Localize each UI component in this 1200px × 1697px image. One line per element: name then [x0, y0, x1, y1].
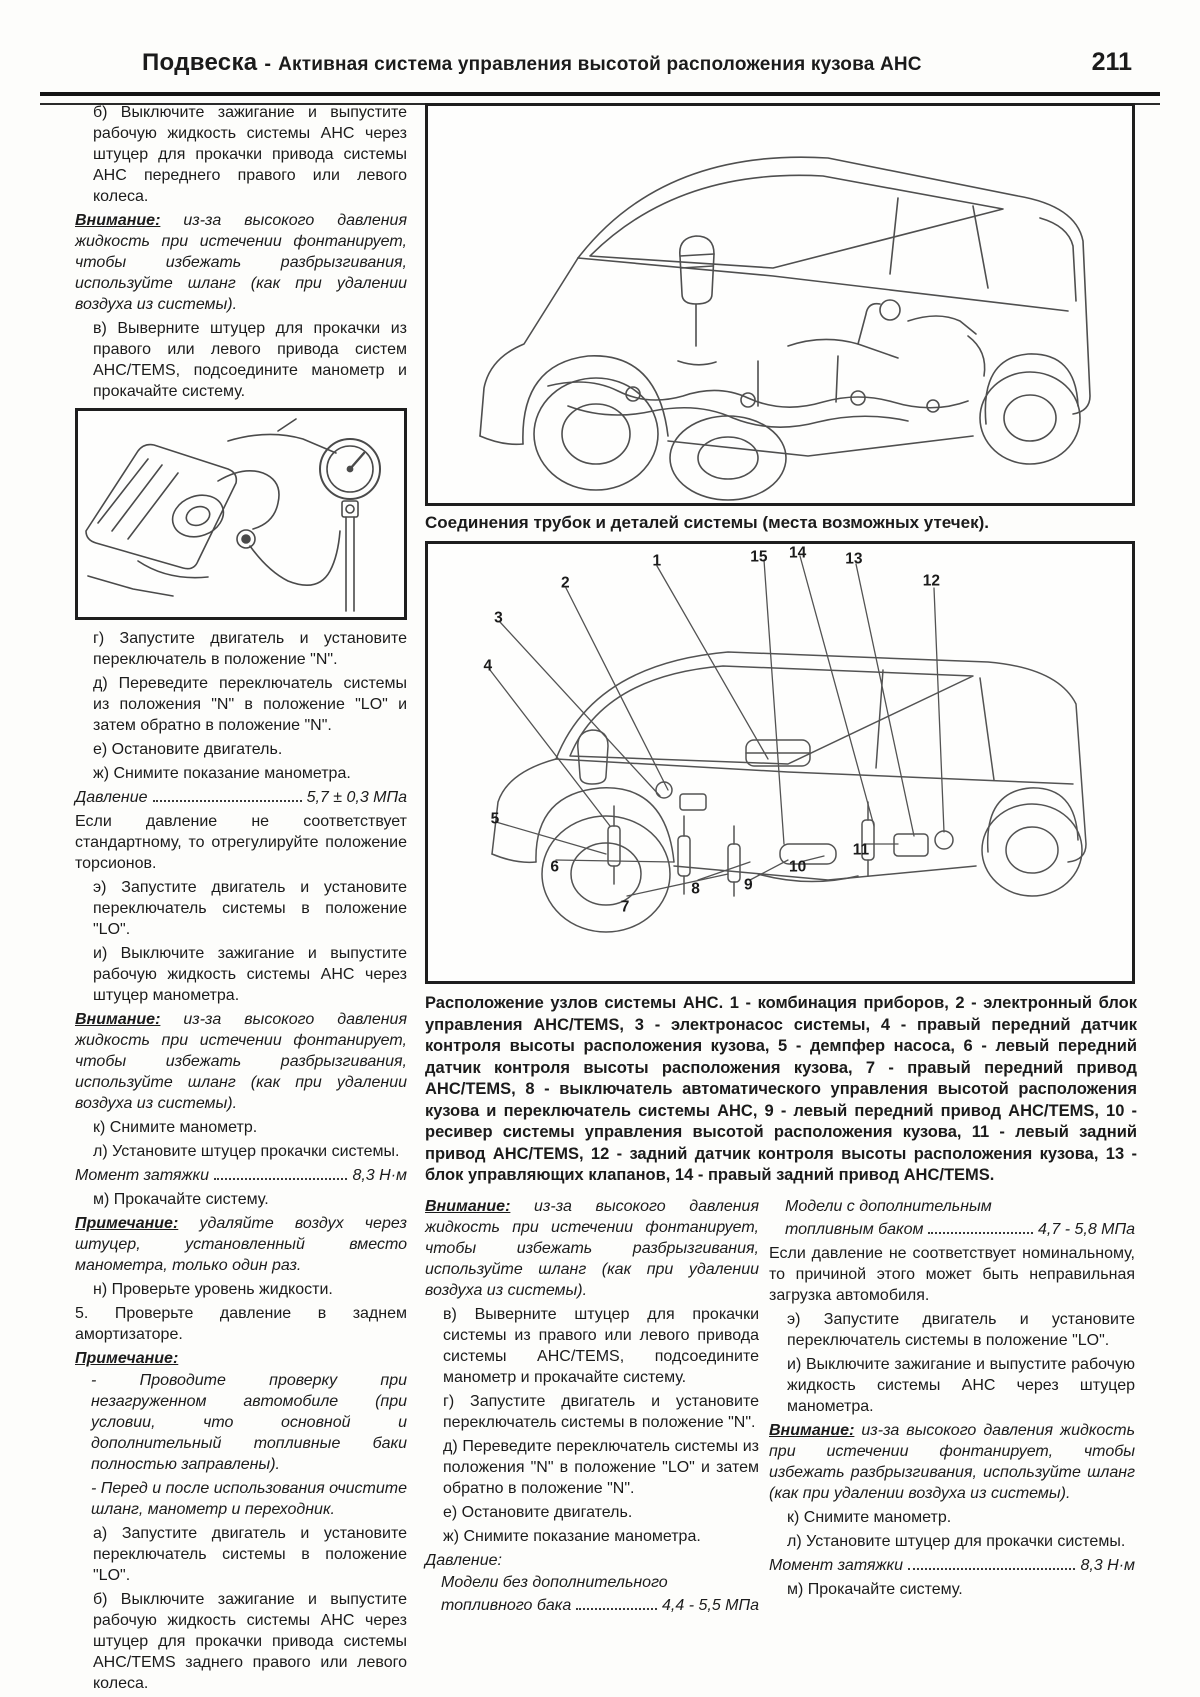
warning-text: из-за высокого давления жидкость при истечении фонтанирует, чтобы избежать разбрызгивания, используйте шланг (как при удалении воздуха из системы).: [75, 1011, 408, 1112]
callout-number: 14: [788, 544, 807, 562]
torque-spec: [769, 1555, 1135, 1576]
torque-value: 8,3 Н·м: [1080, 1557, 1135, 1574]
pressure-heading: Давление:: [425, 1552, 502, 1569]
step-v: в) Выверните штуцер для прокачки из правого или левого привода систем АНС/TEMS, подсоедините манометр и прокачайте систему.: [93, 320, 407, 400]
step-k: к) Снимите манометр.: [93, 1119, 258, 1136]
pressure-note: Если давление не соответствует номинальному, то причиной этого может быть неправильная загрузка автомобиля.: [769, 1245, 1135, 1304]
step-g: г) Запустите двигатель и установите переключатель системы в положение "N".: [443, 1393, 759, 1431]
warning-label: Внимание:: [425, 1198, 511, 1215]
header-dash: -: [264, 53, 272, 75]
step-k: к) Снимите манометр.: [787, 1509, 952, 1526]
step-a2: а) Запустите двигатель и установите переключатель системы в положение "LO".: [93, 1525, 407, 1584]
spec-line2-label: топливного бака: [441, 1597, 572, 1614]
warning-block-4: [769, 1420, 1135, 1504]
page-title: Активная система управления высотой расположения кузова АНС: [278, 54, 922, 75]
parts-location-drawing: [428, 544, 1132, 981]
dot-leader: [153, 787, 302, 802]
step-b2: б) Выключите зажигание и выпустите рабочую жидкость системы АНС через штуцер для прокачки привода системы АНС/TEMS заднего правого или левого колеса.: [93, 1591, 407, 1692]
spec-value: 4,7 - 5,8 МПа: [1038, 1221, 1135, 1238]
step-l: л) Установите штуцер прокачки системы.: [93, 1143, 400, 1160]
step-z: э) Запустите двигатель и установите переключатель системы в положение "LO".: [787, 1311, 1135, 1349]
step-z: э) Запустите двигатель и установите переключатель системы в положение "LO".: [93, 879, 407, 938]
spec-no-aux-tank: [425, 1572, 759, 1616]
dot-leader: [214, 1165, 347, 1180]
pressure-note: Если давление не соответствует стандартному, то отрегулируйте положение торсионов.: [75, 813, 407, 872]
warning-block: [75, 210, 407, 315]
step-g: г) Запустите двигатель и установите переключатель в положение "N".: [93, 630, 407, 668]
warning-label: Внимание:: [75, 1011, 161, 1028]
pressure-value: 5,7 ± 0,3 МПа: [306, 789, 407, 806]
step-l: л) Установите штуцер для прокачки системы.: [787, 1533, 1126, 1550]
callout-number: 9: [744, 876, 753, 894]
spec-line2: [785, 1219, 1135, 1240]
figure-car-overview: [425, 103, 1135, 506]
warning-text: из-за высокого давления жидкость при истечении фонтанирует, чтобы избежать разбрызгивания, используйте шланг (как при удалении воздуха из системы).: [425, 1198, 759, 1299]
step-d: д) Переведите переключатель системы из положения "N" в положение "LO" и затем обратно в положение "N".: [93, 675, 407, 734]
page-header: [70, 48, 1132, 76]
step-n: н) Проверьте уровень жидкости.: [93, 1281, 333, 1298]
spec-aux-tank: [769, 1196, 1135, 1240]
section-name: Подвеска: [142, 49, 258, 76]
step-v: в) Выверните штуцер для прокачки системы из правого или левого привода системы АНС/TEMS, подсоедините манометр и прокачайте систему.: [443, 1306, 759, 1386]
step-e: е) Остановите двигатель.: [443, 1504, 633, 1521]
figure1-caption: Соединения трубок и деталей системы (места возможных утечек).: [425, 513, 990, 532]
callout-number: 5: [490, 810, 500, 828]
torque-value: 8,3 Н·м: [352, 1167, 407, 1184]
step-d: д) Переведите переключатель системы из положения "N" в положение "LO" и затем обратно в положение "N".: [443, 1438, 759, 1497]
spec-line1: Модели без дополнительного: [441, 1574, 668, 1591]
callout-number: 11: [852, 841, 870, 859]
step-zh: ж) Снимите показание манометра.: [93, 765, 351, 782]
note-label: Примечание:: [75, 1350, 179, 1367]
callout-number: 15: [750, 548, 768, 566]
warning-block-3: [425, 1196, 759, 1301]
figure-parts-location: [425, 541, 1135, 984]
step-i: и) Выключите зажигание и выпустите рабочую жидкость системы АНС через штуцер манометра.: [787, 1356, 1135, 1415]
note-label: Примечание:: [75, 1215, 179, 1232]
dot-leader: [928, 1219, 1033, 1234]
right-column: [769, 1196, 1135, 1603]
figure2-caption: Расположение узлов системы АНС. 1 - комбинация приборов, 2 - электронный блок управления АНС/TEMS, 3 - электронасос системы, 4 - правый передний датчик контроля высоты расположения кузова, 5 - демпфер насоса, 6 - левый передний датчик контроля высоты расположения кузова, 7 - правый передний привод АНС/TEMS, 8 - выключатель автоматического управления высотой расположения кузова и переключатель системы АНС, 9 - левый передний привод АНС/TEMS, 10 - ресивер системы управления высотой расположения кузова, 11 - левый задний привод АНС/TEMS, 12 - задний датчик контроля высоты расположения кузова, 13 - блок управляющих клапанов, 14 - правый задний привод АНС/TEMS.: [425, 994, 1137, 1184]
pressure-label: Давление: [75, 789, 148, 806]
torque-spec: [75, 1165, 407, 1186]
callout-number: 12: [922, 572, 940, 590]
warning-label: Внимание:: [75, 212, 161, 229]
step-m: м) Прокачайте систему.: [787, 1581, 963, 1598]
step-m: м) Прокачайте систему.: [93, 1191, 269, 1208]
callout-number: 13: [845, 550, 863, 568]
warning-block-2: [75, 1009, 407, 1114]
left-column: [75, 102, 407, 1697]
spec-line1: Модели с дополнительным: [785, 1198, 992, 1215]
torque-label: Момент затяжки: [769, 1557, 903, 1574]
page-number: 211: [1091, 48, 1132, 76]
callout-number: 2: [560, 574, 570, 592]
note-bullet-2: - Перед и после использования очистите шланг, манометр и переходник.: [91, 1480, 407, 1518]
callout-number: 1: [652, 552, 662, 570]
callout-number: 8: [691, 880, 700, 898]
spec-value: 4,4 - 5,5 МПа: [662, 1597, 759, 1614]
car-overview-drawing: [428, 106, 1132, 503]
callout-number: 3: [494, 609, 503, 627]
callout-number: 4: [483, 657, 493, 675]
figure-engine-gauge: [75, 408, 407, 620]
note-air-block: [75, 1213, 407, 1276]
step-b1: б) Выключите зажигание и выпустите рабочую жидкость системы АНС через штуцер для прокачки привода системы АНС переднего правого или левого колеса.: [93, 104, 407, 205]
dot-leader: [908, 1555, 1075, 1570]
callout-number: 6: [550, 858, 560, 876]
pressure-spec: [75, 787, 407, 808]
warning-label: Внимание:: [769, 1422, 855, 1439]
engine-gauge-drawing: [78, 411, 404, 617]
step-i: и) Выключите зажигание и выпустите рабочую жидкость системы АНС через штуцер манометра.: [93, 945, 407, 1004]
step-e: е) Остановите двигатель.: [93, 741, 283, 758]
spec-line2-label: топливным баком: [785, 1221, 924, 1238]
note-heading: [75, 1348, 407, 1369]
step-zh: ж) Снимите показание манометра.: [443, 1528, 701, 1545]
note-air-text: удаляйте воздух через штуцер, установленный вместо манометра, только один раз.: [75, 1215, 407, 1274]
callout-number: 7: [620, 898, 630, 916]
dot-leader: [576, 1595, 657, 1610]
warning-text: из-за высокого давления жидкость при истечении фонтанирует, чтобы избежать разбрызгивания, используйте шланг (как при удалении воздуха из системы).: [769, 1422, 1136, 1502]
warning-text: из-за высокого давления жидкость при истечении фонтанирует, чтобы избежать разбрызгивания, используйте шланг (как при удалении воздуха из системы).: [75, 212, 408, 313]
item-5: 5. Проверьте давление в заднем амортизаторе.: [75, 1305, 407, 1343]
note-bullet-1: - Проводите проверку при незагруженном автомобиле (при условии, что основной и дополнительный топливные баки полностью заправлены).: [91, 1372, 407, 1473]
middle-column: [425, 1196, 759, 1619]
spec-line2: [441, 1595, 759, 1616]
torque-label: Момент затяжки: [75, 1167, 209, 1184]
callout-number: 10: [788, 858, 807, 876]
